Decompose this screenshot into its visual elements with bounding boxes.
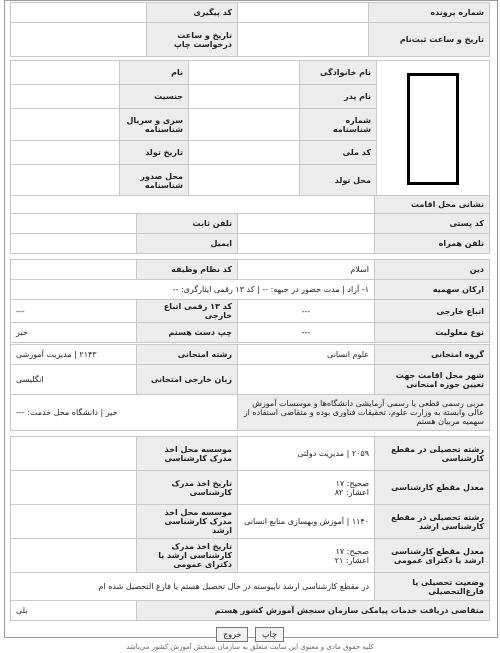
quota-label: ارکان سهمیه [375, 280, 490, 300]
mobile-value [238, 234, 375, 254]
bsc-date-value [11, 471, 137, 505]
issue-place-label: محل صدور شناسنامه [120, 165, 189, 197]
exam-field-value: ۲۱۴۳ | مدیریت آموزشی [11, 345, 137, 365]
phone-value [11, 214, 137, 234]
id-serial-label: سری و سریال شناسنامه [120, 109, 189, 141]
print-button[interactable]: چاپ [255, 627, 284, 642]
bsc-institute-value [11, 437, 137, 471]
id-serial-value [11, 109, 120, 141]
exam-city-label: شهر محل اقامت جهت تعیین حوزه امتحانی [375, 365, 490, 395]
address-label: نشانی محل اقامت [375, 196, 490, 214]
postal-code-value [238, 214, 375, 234]
exam-language-label: زبان خارجی امتحانی [137, 365, 238, 395]
print-datetime-label: تاریخ و ساعت درخواست چاپ [147, 23, 238, 57]
mobile-label: تلفن همراه [375, 234, 490, 254]
military-code-label: کد نظام وظیفه [137, 260, 238, 280]
birth-date-value [11, 141, 120, 165]
status-section [10, 259, 490, 343]
foreign-code-value: --- [11, 300, 137, 323]
bsc-gpa-decimal: اعشار: ۸۲ [334, 487, 369, 497]
photo-cell [377, 61, 490, 197]
exam-group-label: گروه امتحانی [375, 345, 490, 365]
bsc-gpa-value [238, 471, 375, 505]
exam-section [10, 344, 490, 431]
exam-language-value: انگلیسی [11, 365, 137, 395]
bsc-gpa-integer: صحیح: ۱۷ [335, 478, 369, 488]
national-code-label: کد ملی [300, 141, 377, 165]
register-datetime-label: تاریخ و ساعت ثبت‌نام [369, 23, 490, 57]
bsc-field-value: ۲۰۵۹ | مدیریت دولتی [238, 437, 375, 471]
address-value [11, 196, 375, 214]
religion-value: اسلام [238, 260, 375, 280]
birth-date-label: تاریخ تولد [120, 141, 189, 165]
issue-place-value [11, 165, 120, 197]
teacher-quota-label: مربی رسمی قطعی یا رسمی آزمایشی دانشگاه‌ها و موسسات آموزش عالی وابسته به وزارت علوم، تحقیقات فناوری بوده و متقاضی استفاده از سهمیه مربیان هستم [238, 395, 490, 431]
phone-label: تلفن ثابت [137, 214, 238, 234]
religion-label: دین [375, 260, 490, 280]
bsc-date-label: تاریخ اخذ مدرک کارشناسی [137, 471, 238, 505]
exam-field-label: رشته امتحانی [137, 345, 238, 365]
exam-city-value [238, 365, 375, 395]
contact-section [10, 195, 490, 254]
msc-field-label: رشته تحصیلی در مقطع کارشناسی ارشد [375, 505, 490, 539]
bsc-field-label: رشته تحصیلی در مقطع کارشناسی [375, 437, 490, 471]
email-label: ایمیل [137, 234, 238, 254]
lefthanded-label: چپ دست هستم [137, 323, 238, 343]
gender-value [11, 85, 120, 109]
sms-service-value: بلی [11, 601, 137, 621]
msc-gpa-integer: صحیح: ۱۷ [335, 546, 369, 556]
lefthanded-value: خیر [11, 323, 137, 343]
msc-gpa-label: معدل مقطع کارشناسی ارشد یا دکترای عمومی [375, 539, 490, 573]
birth-place-label: محل تولد [300, 165, 377, 197]
tracking-code-label: کد پیگیری [147, 3, 238, 23]
gender-label: جنسیت [120, 85, 189, 109]
education-status-value: در مقطع کارشناسی ارشد ناپیوسته در حال تحصیل هستم یا فارغ التحصیل شده ام [11, 573, 375, 601]
personal-section [10, 60, 490, 197]
tracking-code-value [11, 3, 147, 23]
disability-value: --- [238, 323, 375, 343]
national-code-value [189, 141, 300, 165]
msc-gpa-decimal: اعشار: ۲۱ [334, 555, 369, 565]
id-number-label: شماره شناسنامه [300, 109, 377, 141]
msc-institute-label: موسسه محل اخذ مدرک کارشناسی ارشد [137, 505, 238, 539]
father-name-value [189, 85, 300, 109]
last-name-label: نام خانوادگی [300, 61, 377, 85]
applicant-photo [407, 73, 459, 185]
footer-text: کلیه حقوق مادی و معنوی این سایت متعلق به سازمان سنجش آموزش کشور می‌باشد [126, 643, 374, 651]
teacher-quota-value: خیر | دانشگاه محل خدمت: --- [11, 395, 238, 431]
register-datetime-value [238, 23, 369, 57]
foreign-code-label: کد ۱۳ رقمی اتباع خارجی [137, 300, 238, 323]
file-number-label: شماره پرونده [369, 3, 490, 23]
msc-date-value [11, 539, 137, 573]
education-status-label: وضعیت تحصیلی یا فارغ‌التحصیلی [375, 573, 490, 601]
bsc-institute-label: موسسه محل اخذ مدرک کارشناسی [137, 437, 238, 471]
msc-gpa-value [238, 539, 375, 573]
msc-date-label: تاریخ اخذ مدرک کارشناسی ارشد یا دکترای عمومی [137, 539, 238, 573]
education-section [10, 436, 490, 621]
file-number-value [238, 3, 369, 23]
birth-place-value [189, 165, 300, 197]
foreign-value: --- [238, 300, 375, 323]
msc-field-value: ۱۱۴۰ | آموزش وبهسازی منابع انسانی [238, 505, 375, 539]
foreign-label: اتباع خارجی [375, 300, 490, 323]
bsc-gpa-label: معدل مقطع کارشناسی [375, 471, 490, 505]
father-name-label: نام پدر [300, 85, 377, 109]
first-name-label: نام [120, 61, 189, 85]
sms-service-label: متقاضی دریافت خدمات پیامکی سازمان سنجش آموزش کشور هستم [137, 601, 490, 621]
msc-institute-value [11, 505, 137, 539]
quota-value: ۱- آزاد | مدت حضور در جبهه: -- | کد ۱۳ رقمی ایثارگری: -- [11, 280, 375, 300]
first-name-value [11, 61, 120, 85]
disability-label: نوع معلولیت [375, 323, 490, 343]
action-bar [0, 627, 500, 642]
last-name-value [189, 61, 300, 85]
postal-code-label: کد پستی [375, 214, 490, 234]
tracking-section [10, 2, 490, 57]
exam-group-value: علوم انسانی [238, 345, 375, 365]
exit-button[interactable]: خروج [216, 627, 248, 642]
print-datetime-value [11, 23, 147, 57]
military-code-value [11, 260, 137, 280]
id-number-value [189, 109, 300, 141]
email-value [11, 234, 137, 254]
